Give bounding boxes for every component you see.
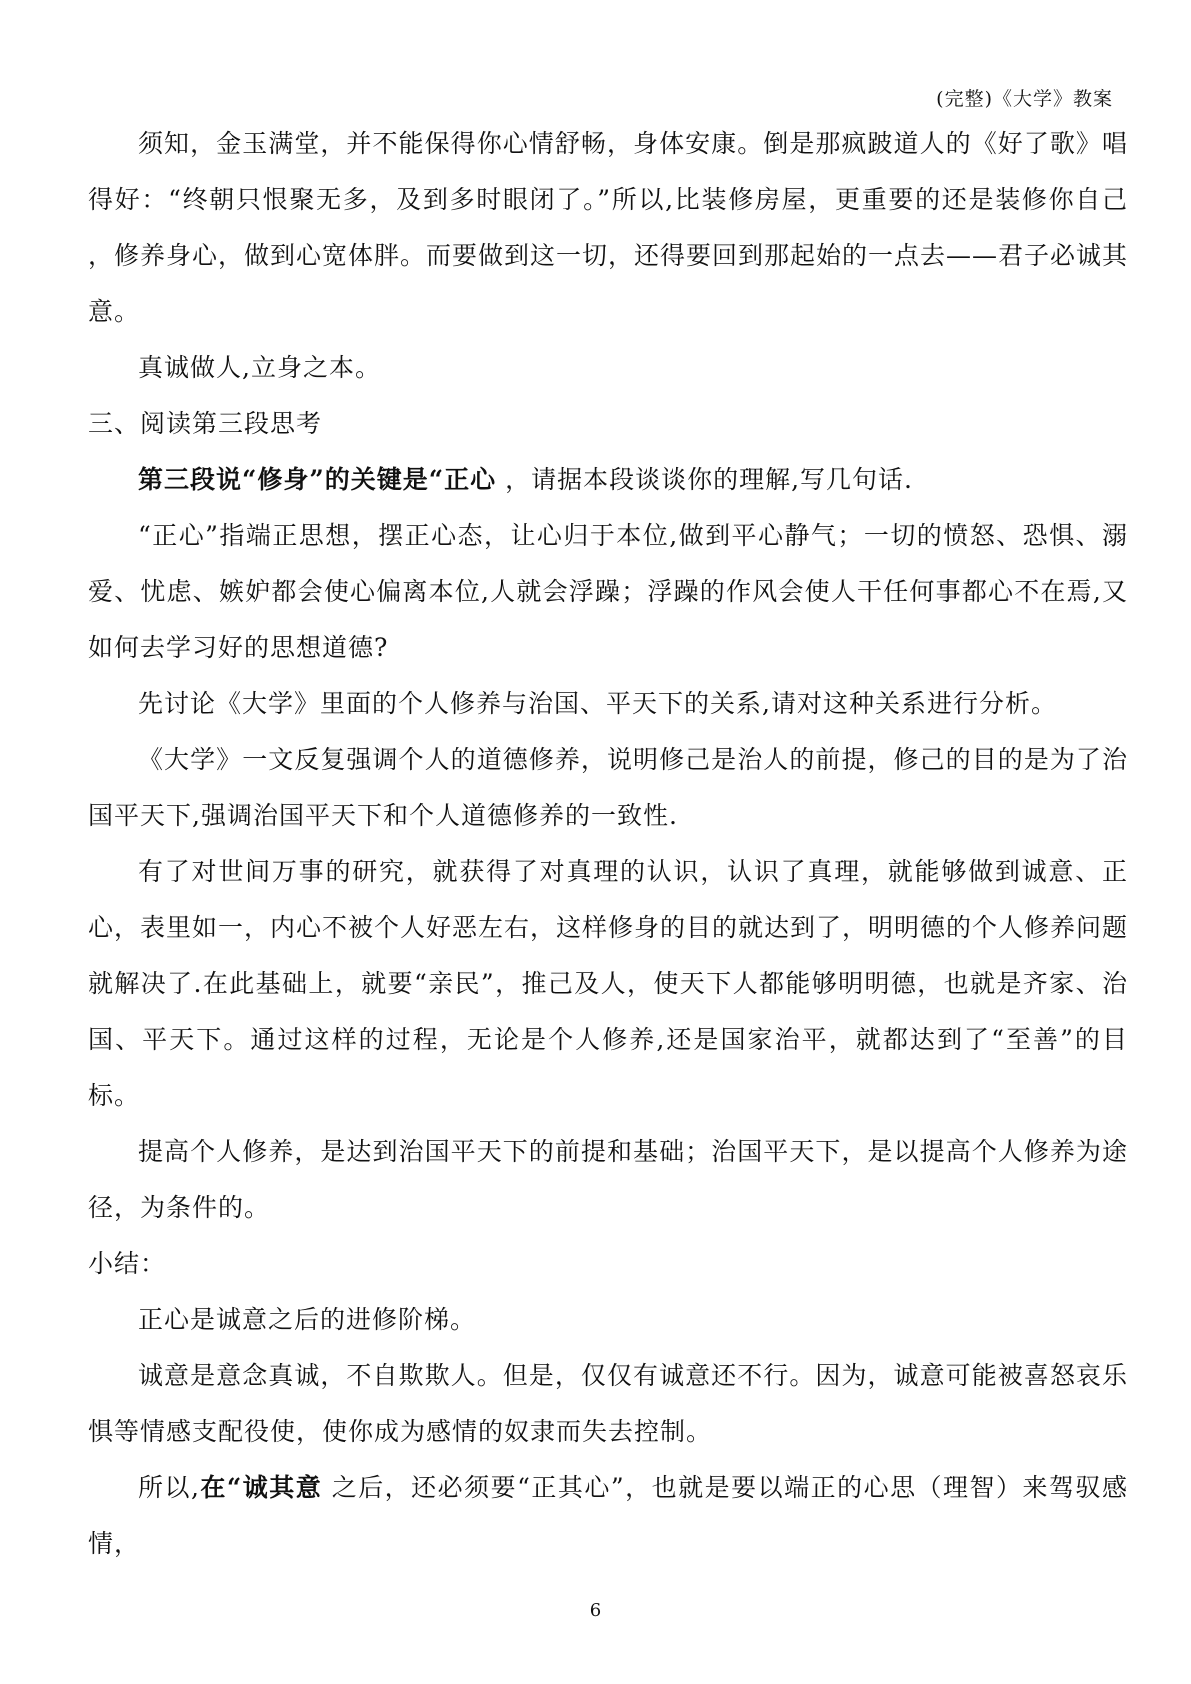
paragraph-after-sincerity-rest: 之后，还必须要“正其心”，也就是要以端正的心思（理智）来驾驭感情，	[88, 1473, 1128, 1558]
paragraph-daxue-emphasis: 《大学》一文反复强调个人的道德修养，说明修己是治人的前提，修己的目的是为了治国平天下,强调治国平天下和个人道德修养的一致性.	[88, 745, 1128, 830]
question-bold-part: 第三段说“修身”的关键是“正心	[138, 465, 497, 494]
question-self-cultivation	[88, 452, 1128, 508]
paragraph-upright-mind-ladder: 正心是诚意之后的进修阶梯。	[138, 1305, 477, 1334]
paragraph-sincerity-not-enough: 诚意是意念真诚，不自欺欺人。但是，仅仅有诚意还不行。因为，诚意可能被喜怒哀乐惧等情感支配役使，使你成为感情的奴隶而失去控制。	[88, 1361, 1128, 1446]
section-heading-third-paragraph: 三、阅读第三段思考	[88, 409, 323, 438]
section-heading-summary: 小结：	[88, 1249, 167, 1278]
paragraph-discussion-prompt: 先讨论《大学》里面的个人修养与治国、平天下的关系,请对这种关系进行分析。	[138, 689, 1057, 718]
paragraph-investigation-of-things: 有了对世间万事的研究，就获得了对真理的认识，认识了真理，就能够做到诚意、正心，表里如一，内心不被个人好恶左右，这样修身的目的就达到了，明明德的个人修养问题就解决了.在此基础上，就要“亲民”，推己及人，使天下人都能够明明德，也就是齐家、治国、平天下。通过这样的过程，无论是个人修养,还是国家治平，就都达到了“至善”的目标。	[88, 857, 1129, 1110]
document-header-title: (完整)《大学》教案	[936, 88, 1113, 110]
question-rest-part: ，请据本段谈谈你的理解,写几句话.	[496, 465, 913, 494]
paragraph-after-sincerity	[88, 1460, 1128, 1572]
paragraph-wealth-and-sincerity: 须知，金玉满堂，并不能保得你心情舒畅，身体安康。倒是那疯跛道人的《好了歌》唱得好：“终朝只恨聚无多，及到多时眼闭了。”所以,比装修房屋，更重要的还是装修你自己 ，修养身心，做到心宽体胖。而要做到这一切，还得要回到那起始的一点去——君子必诚其意。	[88, 129, 1129, 326]
paragraph-sincere-conduct: 真诚做人,立身之本。	[138, 353, 381, 382]
page-number: 6	[589, 1600, 602, 1621]
paragraph-after-sincerity-start: 所以,	[138, 1473, 200, 1502]
paragraph-after-sincerity-bold: 在“诚其意	[199, 1473, 323, 1502]
document-body	[88, 116, 1128, 1572]
paragraph-upright-mind: “正心”指端正思想，摆正心态，让心归于本位,做到平心静气；一切的愤怒、恐惧、溺爱、忧虑、嫉妒都会使心偏离本位,人就会浮躁；浮躁的作风会使人干任何事都心不在焉,又如何去学习好的思想道德?	[88, 521, 1128, 662]
paragraph-cultivation-foundation: 提高个人修养，是达到治国平天下的前提和基础；治国平天下，是以提高个人修养为途径，为条件的。	[88, 1137, 1128, 1222]
